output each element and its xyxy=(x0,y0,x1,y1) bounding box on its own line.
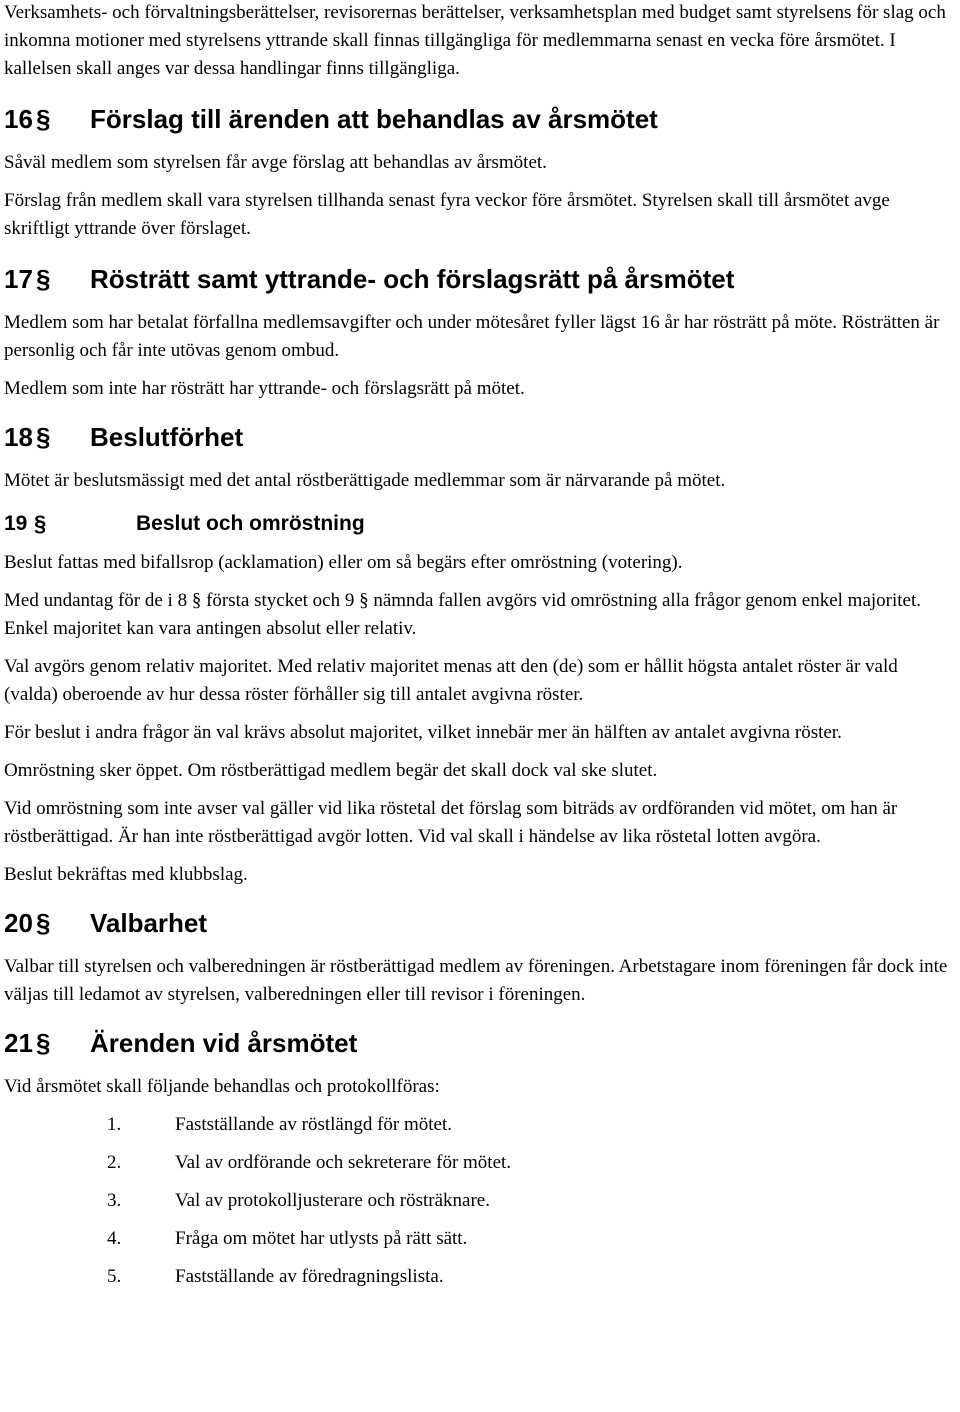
paragraph: Val avgörs genom relativ majoritet. Med relativ majoritet menas att den (de) som er hållit högsta antalet röster är vald (valda) oberoende av hur dessa röster förhåller sig till antalet avgivna röster. xyxy=(4,656,898,705)
paragraph: Såväl medlem som styrelsen får avge förslag att behandlas av årsmötet. xyxy=(4,152,547,173)
section-number: 19 xyxy=(4,512,28,535)
paragraph: Medlem som inte har rösträtt har yttrande- och förslagsrätt på mötet. xyxy=(4,378,525,399)
list-item-number: 5. xyxy=(107,1266,122,1287)
section-symbol: § xyxy=(34,511,47,536)
paragraph: Omröstning sker öppet. Om röstberättigad medlem begär det skall dock val ske slutet. xyxy=(4,760,658,781)
paragraph: Beslut bekräftas med klubbslag. xyxy=(4,864,248,885)
section-symbol: § xyxy=(36,264,51,294)
section-heading-16 xyxy=(4,101,956,137)
agenda-list xyxy=(4,1111,956,1291)
list-item-text: Val av protokolljusterare och rösträknare. xyxy=(175,1190,490,1211)
section-title: Förslag till ärenden att behandlas av årsmötet xyxy=(90,104,658,134)
paragraph: Vid årsmötet skall följande behandlas och protokollföras: xyxy=(4,1076,440,1097)
paragraph: Förslag från medlem skall vara styrelsen tillhanda senast fyra veckor före årsmötet. Styrelsen skall till årsmötet avge skriftligt yttrande över förslaget. xyxy=(4,190,890,239)
list-item-text: Fastställande av föredragningslista. xyxy=(175,1266,444,1287)
list-item-number: 4. xyxy=(107,1228,122,1249)
list-item xyxy=(4,1149,956,1177)
section-symbol: § xyxy=(36,104,51,134)
list-item xyxy=(4,1263,956,1291)
list-item-text: Val av ordförande och sekreterare för mötet. xyxy=(175,1152,512,1173)
section-heading-21 xyxy=(4,1025,956,1061)
paragraph: Valbar till styrelsen och valberedningen är röstberättigad medlem av föreningen. Arbetstagare inom föreningen får dock inte väljas till ledamot av styrelsen, valberedningen eller till revisor i föreningen. xyxy=(4,956,948,1005)
list-item xyxy=(4,1225,956,1253)
section-number: 18 xyxy=(4,422,33,452)
paragraph: Beslut fattas med bifallsrop (acklamation) eller om så begärs efter omröstning (votering). xyxy=(4,552,683,573)
section-heading-20 xyxy=(4,905,956,941)
section-heading-18 xyxy=(4,419,956,455)
section-symbol: § xyxy=(36,1028,51,1058)
section-heading-19 xyxy=(4,509,956,539)
list-item-number: 2. xyxy=(107,1152,122,1173)
paragraph: Med undantag för de i 8 § första stycket och 9 § nämnda fallen avgörs vid omröstning alla frågor genom enkel majoritet. Enkel majoritet kan vara antingen absolut eller relativ. xyxy=(4,590,922,639)
list-item xyxy=(4,1187,956,1215)
paragraph: För beslut i andra frågor än val krävs absolut majoritet, vilket innebär mer än hälften av antalet avgivna röster. xyxy=(4,722,842,743)
paragraph: Medlem som har betalat förfallna medlemsavgifter och under mötesåret fyller lägst 16 år har rösträtt på möte. Rösträtten är personlig och får inte utövas genom ombud. xyxy=(4,312,940,361)
section-title: Ärenden vid årsmötet xyxy=(90,1028,358,1058)
section-title: Rösträtt samt yttrande- och förslagsrätt på årsmötet xyxy=(90,264,735,294)
section-number: 20 xyxy=(4,908,33,938)
list-item-number: 1. xyxy=(107,1114,122,1135)
intro-paragraph: Verksamhets- och förvaltningsberättelser, revisorernas berättelser, verksamhetsplan med budget samt styrelsens för slag och inkomna motioner med styrelsens yttrande skall finnas tillgängliga för medlemmarna senast en vecka före årsmötet. I kallelsen skall anges var dessa handlingar finns tillgängliga. xyxy=(4,2,946,79)
section-symbol: § xyxy=(36,908,51,938)
section-symbol: § xyxy=(36,422,51,452)
list-item-number: 3. xyxy=(107,1190,122,1211)
section-heading-17 xyxy=(4,261,956,297)
list-item-text: Fråga om mötet har utlysts på rätt sätt. xyxy=(175,1228,468,1249)
section-title: Beslutförhet xyxy=(90,422,244,452)
section-title: Beslut och omröstning xyxy=(136,512,365,535)
section-title: Valbarhet xyxy=(90,908,208,938)
section-number: 17 xyxy=(4,264,33,294)
paragraph: Vid omröstning som inte avser val gäller vid lika röstetal det förslag som biträds av ordföranden vid mötet, om han är röstberättigad. Är han inte röstberättigad avgör lotten. Vid val skall i händelse av lika röstetal lotten avgöra. xyxy=(4,798,898,847)
paragraph: Mötet är beslutsmässigt med det antal röstberättigade medlemmar som är närvarande på mötet. xyxy=(4,470,726,491)
section-number: 16 xyxy=(4,104,33,134)
section-number: 21 xyxy=(4,1028,33,1058)
list-item-text: Fastställande av röstlängd för mötet. xyxy=(175,1114,453,1135)
list-item xyxy=(4,1111,956,1139)
document-page xyxy=(4,0,956,1301)
